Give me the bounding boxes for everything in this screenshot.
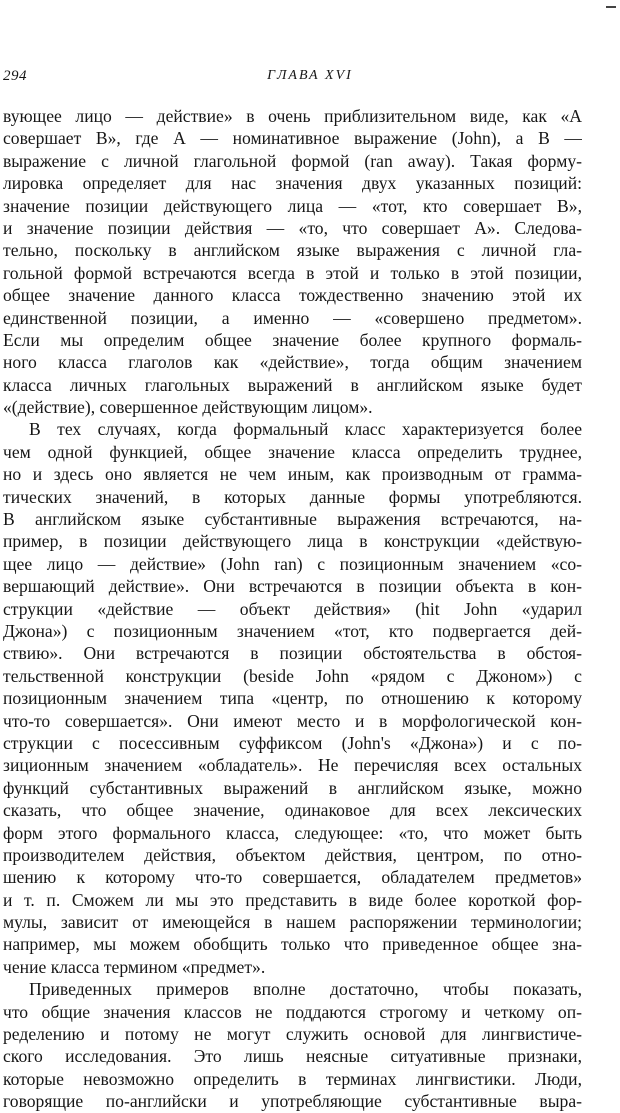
text-line: Если мы определим общее значение более крупного формаль- <box>3 329 582 350</box>
text-line: струкции «действие — объект действия» (hit John «ударил <box>3 598 582 619</box>
text-line: значение позиции действующего лица — «тот, кто совершает В», <box>3 195 582 216</box>
text-line: функций субстантивных выражений в английском языке, можно <box>3 777 582 798</box>
running-head: ГЛАВА XVI <box>267 68 353 83</box>
text-line: пример, в позиции действующего лица в конструкции «действую- <box>3 531 582 552</box>
text-line: что общие значения классов не поддаются строгому и четкому оп- <box>3 1001 582 1022</box>
text-line: сказать, что общее значение, одинаковое для всех лексических <box>3 800 582 821</box>
text-line: вершающий действие». Они встречаются в позиции объекта в кон- <box>3 576 582 597</box>
text-line: которые невозможно определить в терминах лингвистики. Люди, <box>3 1068 582 1089</box>
text-line: единственной позиции, а именно — «совершено предметом». <box>3 307 582 328</box>
text-line: и значение позиции действия — «то, что совершает А». Следова- <box>3 217 582 238</box>
page-number: 294 <box>3 68 27 84</box>
text-line: вующее лицо — действие» в очень приблизительном виде, как «А <box>3 106 582 126</box>
text-line: ного класса глаголов как «действие», тогда общим значением <box>3 352 582 373</box>
text-line: тических значений, в которых данные формы употребляются. <box>3 486 582 507</box>
text-line: общее значение данного класса тождественно значению этой их <box>3 285 582 306</box>
text-line: Приведенных примеров вполне достаточно, чтобы показать, <box>29 979 582 1000</box>
text-line: В тех случаях, когда формальный класс характеризуется более <box>29 419 582 440</box>
text-line: чение класса термином «предмет». <box>3 956 266 977</box>
text-line: совершает В», где А — номинативное выражение (John), а В — <box>3 128 582 149</box>
paragraph <box>3 978 582 1112</box>
text-line: форм этого формального класса, следующее: «то, что может быть <box>3 822 582 843</box>
scan-mark <box>606 6 616 8</box>
text-line: тельственной конструкции (beside John «рядом с Джоном») с <box>3 665 582 686</box>
text-line: «(действие), совершенное действующим лицом». <box>3 397 373 418</box>
text-line: мулы, зависит от имеющейся в нашем распоряжении терминологии; <box>3 912 582 933</box>
text-line: что-то совершается». Они имеют место и в морфологической кон- <box>3 710 582 731</box>
text-line: тельно, поскольку в английском языке выражения с личной гла- <box>3 240 582 261</box>
text-line: и т. п. Сможем ли мы это представить в виде более короткой фор- <box>3 889 582 910</box>
text-line: зиционным значением «обладатель». Не перечисляя всех остальных <box>3 755 582 776</box>
text-line: например, мы можем обобщить только что приведенное общее зна- <box>3 934 582 955</box>
text-line: производителем действия, объектом действия, центром, по отно- <box>3 844 582 865</box>
paragraph <box>3 418 582 978</box>
text-line: позиционным значением типа «центр, по отношению к которому <box>3 688 582 709</box>
text-line: гольной формой встречаются всегда в этой и только в этой позиции, <box>3 262 582 283</box>
body-text <box>3 105 582 1113</box>
text-line: класса личных глагольных выражений в английском языке будет <box>3 374 582 395</box>
text-line: щее лицо — действие» (John ran) с позиционным значением «со- <box>3 553 582 574</box>
text-line: ределению и потому не могут служить основой для лингвистиче- <box>3 1024 582 1045</box>
text-line: лировка определяет для нас значения двух указанных позиций: <box>3 173 582 194</box>
text-line: выражение с личной глагольной формой (ran away). Такая форму- <box>3 150 582 171</box>
text-line: ского исследования. Это лишь неясные ситуативные признаки, <box>3 1046 582 1067</box>
text-line: В английском языке субстантивные выражения встречаются, на- <box>3 509 582 530</box>
text-line: чем одной функцией, общее значение класса определить труднее, <box>3 441 582 462</box>
text-line: струкции с посессивным суффиксом (John's «Джона») и с по- <box>3 732 582 753</box>
text-line: но и здесь оно является не чем иным, как производным от грамма- <box>3 464 582 485</box>
text-line: говорящие по-английски и употребляющие субстантивные выра- <box>3 1091 582 1112</box>
paragraph <box>3 105 582 418</box>
text-line: шению к которому что-то совершается, обладателем предметов» <box>3 867 582 888</box>
text-line: ствию». Они встречаются в позиции обстоятельства в обстоя- <box>3 643 582 664</box>
text-line: Джона») с позиционным значением «тот, кто подвергается дей- <box>3 620 582 641</box>
